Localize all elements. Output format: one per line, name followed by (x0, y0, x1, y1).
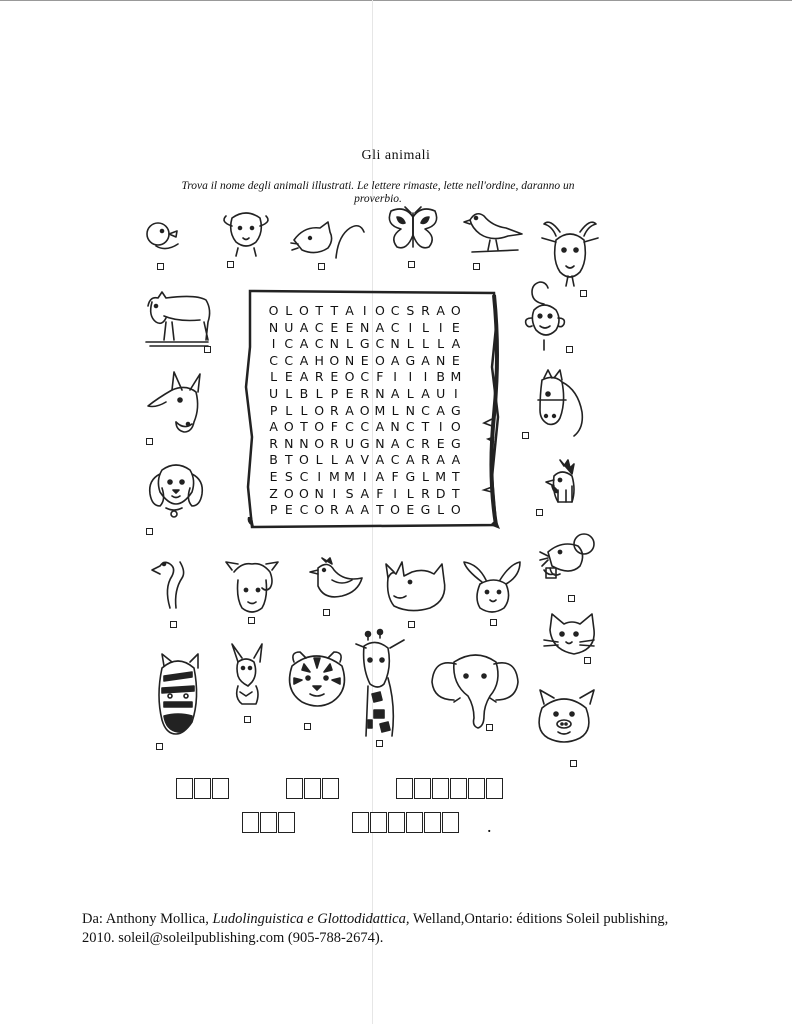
grid-letter[interactable]: T (315, 303, 323, 318)
grid-letter[interactable]: S (345, 485, 354, 501)
answer-box[interactable] (450, 778, 467, 799)
grid-letter[interactable]: O (450, 502, 461, 518)
grid-letter[interactable]: B (269, 452, 278, 468)
grid-letter[interactable]: U (436, 385, 446, 401)
grid-letter[interactable]: L (315, 452, 323, 468)
answer-box[interactable] (486, 778, 503, 799)
grid-letter[interactable]: M (374, 402, 386, 418)
grid-letter[interactable]: L (437, 502, 445, 518)
grid-letter[interactable]: G (405, 468, 416, 484)
gallina-icon (308, 554, 364, 602)
pecora-icon (224, 558, 280, 616)
rinoceronte-checkbox[interactable] (408, 621, 415, 628)
grid-letter[interactable]: C (375, 336, 385, 352)
grid-letter[interactable]: I (408, 319, 413, 335)
grid-letter[interactable]: O (299, 303, 309, 318)
grid-letter[interactable]: S (406, 303, 415, 318)
pulcino-checkbox[interactable] (157, 263, 164, 270)
grid-letter[interactable]: A (436, 402, 445, 418)
oca-icon (150, 554, 200, 610)
uccello-checkbox[interactable] (473, 263, 480, 270)
grid-row (266, 320, 463, 337)
grid-letter[interactable]: E (360, 352, 369, 368)
grid-letter[interactable]: O (299, 485, 309, 501)
capra-icon (538, 212, 602, 290)
grid-letter[interactable]: N (405, 402, 415, 418)
grid-letter[interactable]: A (360, 485, 369, 501)
grid-letter[interactable]: L (300, 402, 308, 418)
gatto-checkbox[interactable] (318, 263, 325, 270)
grid-letter[interactable]: A (390, 435, 400, 451)
answer-end-mark: . (487, 816, 492, 836)
grid-letter[interactable]: L (406, 485, 414, 501)
cavallo-icon (532, 370, 586, 440)
grid-letter[interactable]: D (435, 485, 446, 501)
grid-letter[interactable]: T (421, 419, 430, 435)
grid-row (266, 403, 463, 420)
top-edge-line (0, 0, 792, 1)
canguro-icon (226, 642, 268, 708)
grid-letter[interactable]: G (451, 435, 461, 451)
citation-book: Ludolinguistica e Glottodidattica, (212, 911, 410, 927)
answer-box[interactable] (304, 778, 321, 799)
tigre-checkbox[interactable] (304, 723, 311, 730)
grid-letter[interactable]: L (285, 402, 293, 418)
maiale-icon (536, 688, 592, 748)
grid-letter[interactable]: R (314, 369, 324, 385)
grid-letter[interactable]: T (452, 485, 460, 501)
grid-letter[interactable]: A (375, 419, 385, 435)
grid-letter[interactable]: L (421, 468, 429, 484)
rinoceronte-icon (384, 558, 450, 612)
answer-word-5[interactable] (352, 812, 460, 833)
grid-letter[interactable]: L (406, 336, 414, 352)
grid-letter[interactable]: N (284, 435, 294, 451)
grid-letter[interactable]: N (375, 435, 385, 451)
grid-row (266, 336, 463, 353)
grid-letter[interactable]: A (375, 452, 385, 468)
grid-letter[interactable]: A (360, 502, 369, 518)
grid-letter[interactable]: A (375, 468, 385, 484)
grid-letter[interactable]: O (329, 352, 340, 368)
grid-letter[interactable]: U (344, 435, 355, 451)
grid-letter[interactable]: A (390, 352, 400, 368)
giraffa-icon (350, 630, 412, 740)
grid-letter[interactable]: F (330, 419, 338, 435)
gatto-testa-icon (542, 612, 594, 660)
grid-letter[interactable]: C (390, 319, 400, 335)
grid-letter[interactable]: U (269, 385, 279, 401)
canguro-checkbox[interactable] (244, 716, 251, 723)
grid-letter[interactable]: A (406, 452, 415, 468)
answer-box[interactable] (424, 812, 441, 833)
grid-letter[interactable]: G (420, 502, 431, 518)
grid-letter[interactable]: I (362, 303, 367, 318)
grid-letter[interactable]: R (421, 485, 430, 501)
grid-letter[interactable]: A (451, 452, 461, 468)
grid-letter[interactable]: Z (269, 485, 278, 501)
cavallo-checkbox[interactable] (522, 432, 529, 439)
grid-letter[interactable]: N (268, 319, 279, 335)
grid-letter[interactable]: F (376, 369, 384, 385)
grid-letter[interactable]: O (314, 402, 325, 418)
grid-letter[interactable]: C (299, 468, 309, 484)
answer-box[interactable] (442, 812, 459, 833)
grid-letter[interactable]: I (362, 468, 367, 484)
grid-letter[interactable]: N (360, 319, 370, 335)
grid-letter[interactable]: A (299, 319, 309, 335)
grid-letter[interactable]: C (360, 419, 370, 435)
grid-letter[interactable]: E (436, 435, 445, 451)
grid-letter[interactable]: E (451, 352, 460, 368)
capra-checkbox[interactable] (580, 290, 587, 297)
citation-publisher: Welland,Ontario: éditions Soleil publishing, (409, 911, 669, 927)
grid-letter[interactable]: A (421, 385, 430, 401)
grid-letter[interactable]: O (450, 419, 461, 435)
grid-letter[interactable]: C (284, 352, 294, 368)
grid-letter[interactable]: C (405, 435, 415, 451)
gallo-icon (540, 456, 586, 508)
farfalla-icon (385, 205, 441, 253)
grid-letter[interactable]: I (454, 385, 458, 401)
answer-box[interactable] (352, 812, 369, 833)
grid-letter[interactable]: G (359, 336, 370, 352)
grid-row (266, 303, 463, 320)
grid-letter[interactable]: M (328, 468, 340, 484)
answer-box[interactable] (278, 812, 295, 833)
grid-letter[interactable]: L (285, 303, 293, 318)
coniglio-checkbox[interactable] (490, 619, 497, 626)
word-search-scroll (244, 287, 502, 531)
grid-letter[interactable]: B (299, 385, 309, 401)
grid-letter[interactable]: O (344, 369, 355, 385)
grid-letter[interactable]: O (359, 402, 370, 418)
gatto-icon (290, 218, 368, 262)
grid-row (266, 419, 463, 436)
grid-letter[interactable]: A (436, 303, 445, 318)
cane-icon (146, 460, 206, 524)
grid-letter[interactable]: E (345, 385, 354, 401)
answer-box[interactable] (432, 778, 449, 799)
grid-letter[interactable]: N (435, 352, 446, 368)
grid-letter[interactable]: P (269, 402, 278, 418)
grid-letter[interactable]: O (314, 435, 325, 451)
mucca-icon (142, 286, 212, 350)
agnello-icon (218, 208, 274, 258)
coniglio-icon (462, 558, 524, 616)
grid-letter[interactable]: I (438, 419, 443, 435)
grid-letter[interactable]: L (315, 385, 323, 401)
grid-letter[interactable]: A (436, 452, 445, 468)
grid-letter[interactable]: E (451, 319, 460, 335)
grid-row (266, 369, 463, 386)
topo-checkbox[interactable] (568, 595, 575, 602)
elefante-checkbox[interactable] (486, 724, 493, 731)
grid-letter[interactable]: T (452, 468, 460, 484)
answer-box[interactable] (260, 812, 277, 833)
grid-letter[interactable]: N (314, 485, 324, 501)
scimmia-checkbox[interactable] (566, 346, 573, 353)
grid-letter[interactable]: C (360, 369, 370, 385)
grid-letter[interactable]: L (270, 369, 278, 385)
grid-letter[interactable]: F (391, 468, 399, 484)
grid-letter[interactable]: I (408, 369, 413, 385)
grid-letter[interactable]: C (421, 402, 430, 418)
answer-box[interactable] (406, 812, 423, 833)
grid-letter[interactable]: O (268, 303, 279, 318)
grid-letter[interactable]: E (330, 319, 339, 335)
grid-letter[interactable]: N (329, 336, 340, 352)
grid-letter[interactable]: L (421, 319, 429, 335)
answer-word-2[interactable] (286, 778, 340, 799)
grid-letter[interactable]: A (299, 336, 309, 352)
grid-letter[interactable]: E (406, 502, 415, 518)
grid-letter[interactable]: P (330, 385, 339, 401)
grid-letter[interactable]: R (421, 303, 430, 318)
grid-row (266, 436, 463, 453)
grid-letter[interactable]: N (299, 435, 309, 451)
answer-box[interactable] (194, 778, 211, 799)
grid-letter[interactable]: A (375, 319, 385, 335)
grid-letter[interactable]: C (314, 319, 324, 335)
grid-letter[interactable]: G (359, 435, 370, 451)
citation-author: Da: Anthony Mollica, (82, 911, 213, 927)
answer-box[interactable] (286, 778, 303, 799)
grid-letter[interactable]: R (269, 435, 278, 451)
grid-row (266, 452, 463, 469)
grid-letter[interactable]: O (314, 502, 325, 518)
mucca-checkbox[interactable] (204, 346, 211, 353)
grid-row (266, 486, 463, 503)
answer-box[interactable] (370, 812, 387, 833)
uccello-icon (462, 206, 526, 258)
grid-letter[interactable]: R (330, 502, 339, 518)
grid-letter[interactable]: T (376, 502, 384, 518)
grid-letter[interactable]: A (299, 352, 309, 368)
grid-letter[interactable]: L (330, 452, 338, 468)
grid-letter[interactable]: I (423, 369, 428, 385)
grid-letter[interactable]: N (390, 419, 400, 435)
grid-row (266, 386, 463, 403)
topo-icon (540, 528, 604, 584)
grid-letter[interactable]: E (284, 502, 293, 518)
answer-box[interactable] (396, 778, 413, 799)
answer-box[interactable] (414, 778, 431, 799)
grid-letter[interactable]: R (360, 385, 370, 401)
grid-letter[interactable]: A (345, 303, 354, 318)
grid-letter[interactable]: E (269, 468, 278, 484)
gallina-checkbox[interactable] (323, 609, 330, 616)
grid-letter[interactable]: C (299, 502, 309, 518)
grid-letter[interactable]: R (421, 435, 430, 451)
oca-checkbox[interactable] (170, 621, 177, 628)
grid-letter[interactable]: L (391, 402, 399, 418)
grid-letter[interactable]: M (344, 468, 355, 484)
grid-letter[interactable]: M (435, 468, 447, 484)
answer-box[interactable] (468, 778, 485, 799)
asino-icon (142, 370, 208, 436)
grid-letter[interactable]: A (345, 402, 354, 418)
grid-letter[interactable]: U (284, 319, 294, 335)
elefante-icon (430, 648, 520, 732)
instructions: Trova il nome degli animali illustrati. Le lettere rimaste, lette nell'ordine, daranno un proverbio. (181, 180, 575, 205)
grid-letter[interactable]: G (405, 352, 416, 368)
grid-letter[interactable]: T (284, 452, 293, 468)
grid-letter[interactable]: O (283, 419, 294, 435)
grid-letter[interactable]: L (346, 336, 354, 352)
answer-word-4[interactable] (242, 812, 296, 833)
grid-letter[interactable]: R (421, 452, 430, 468)
scimmia-icon (522, 280, 568, 352)
grid-letter[interactable]: P (269, 502, 278, 518)
grid-letter[interactable]: V (360, 452, 369, 468)
grid-row (266, 353, 463, 370)
grid-letter[interactable]: G (451, 402, 461, 418)
grid-letter[interactable]: R (330, 435, 339, 451)
grid-letter[interactable]: H (314, 352, 324, 368)
gatto-testa-checkbox[interactable] (584, 657, 591, 664)
grid-letter[interactable]: I (317, 468, 321, 484)
tigre-icon (284, 648, 350, 710)
grid-letter[interactable]: E (330, 369, 339, 385)
citation-contact: 2010. soleil@soleilpublishing.com (905-788-2674). (82, 930, 384, 946)
grid-letter[interactable]: L (285, 385, 293, 401)
grid-letter[interactable]: I (393, 485, 397, 501)
grid-letter[interactable]: L (406, 385, 414, 401)
grid-letter[interactable]: O (283, 485, 294, 501)
answer-word-1[interactable] (176, 778, 230, 799)
grid-letter[interactable]: I (438, 319, 443, 335)
grid-letter[interactable]: E (345, 319, 354, 335)
grid-letter[interactable]: N (344, 352, 355, 368)
gallo-checkbox[interactable] (536, 509, 543, 516)
answer-box[interactable] (322, 778, 339, 799)
pecora-checkbox[interactable] (248, 617, 255, 624)
page-title: Gli animali (361, 148, 431, 163)
grid-letter[interactable]: O (450, 303, 461, 318)
cane-checkbox[interactable] (146, 528, 153, 535)
answer-box[interactable] (242, 812, 259, 833)
grid-letter[interactable]: C (390, 452, 400, 468)
grid-letter[interactable]: C (269, 352, 278, 368)
agnello-checkbox[interactable] (227, 261, 234, 268)
grid-letter[interactable]: S (284, 468, 293, 484)
grid-letter[interactable]: A (421, 352, 430, 368)
grid-letter[interactable]: B (436, 369, 445, 385)
grid-letter[interactable]: A (299, 369, 309, 385)
grid-letter[interactable]: O (374, 352, 385, 368)
grid-letter[interactable]: N (390, 336, 400, 352)
grid-letter[interactable]: L (421, 336, 429, 352)
grid-letter[interactable]: F (376, 485, 384, 501)
grid-letter[interactable]: I (393, 369, 397, 385)
grid-letter[interactable]: A (390, 385, 400, 401)
zebra-icon (150, 652, 208, 742)
grid-letter[interactable]: C (314, 336, 324, 352)
grid-letter[interactable]: A (451, 336, 461, 352)
asino-checkbox[interactable] (146, 438, 153, 445)
farfalla-checkbox[interactable] (408, 261, 415, 268)
grid-letter[interactable]: C (284, 336, 294, 352)
word-search-grid (266, 303, 463, 519)
grid-letter[interactable]: I (271, 336, 276, 352)
grid-letter[interactable]: I (332, 485, 337, 501)
grid-letter[interactable]: T (330, 303, 339, 318)
giraffa-checkbox[interactable] (376, 740, 383, 747)
maiale-checkbox[interactable] (570, 760, 577, 767)
grid-letter[interactable]: M (450, 369, 462, 385)
answer-box[interactable] (388, 812, 405, 833)
grid-letter[interactable]: L (437, 336, 445, 352)
answer-word-3[interactable] (396, 778, 504, 799)
pulcino-icon (142, 218, 186, 258)
grid-letter[interactable]: E (284, 369, 293, 385)
grid-letter[interactable]: N (375, 385, 385, 401)
grid-letter[interactable]: C (390, 303, 400, 318)
answer-box[interactable] (176, 778, 193, 799)
zebra-checkbox[interactable] (156, 743, 163, 750)
grid-letter[interactable]: O (390, 502, 401, 518)
grid-letter[interactable]: A (345, 502, 354, 518)
source-citation (82, 910, 722, 948)
grid-letter[interactable]: O (299, 452, 309, 468)
grid-letter[interactable]: A (345, 452, 354, 468)
grid-row (266, 469, 463, 486)
grid-letter[interactable]: R (330, 402, 339, 418)
grid-letter[interactable]: C (405, 419, 415, 435)
grid-letter[interactable]: T (300, 419, 308, 435)
grid-letter[interactable]: O (374, 303, 385, 318)
grid-row (266, 502, 463, 519)
grid-letter[interactable]: C (345, 419, 354, 435)
grid-letter[interactable]: A (269, 419, 278, 435)
answer-box[interactable] (212, 778, 229, 799)
grid-letter[interactable]: O (314, 419, 325, 435)
